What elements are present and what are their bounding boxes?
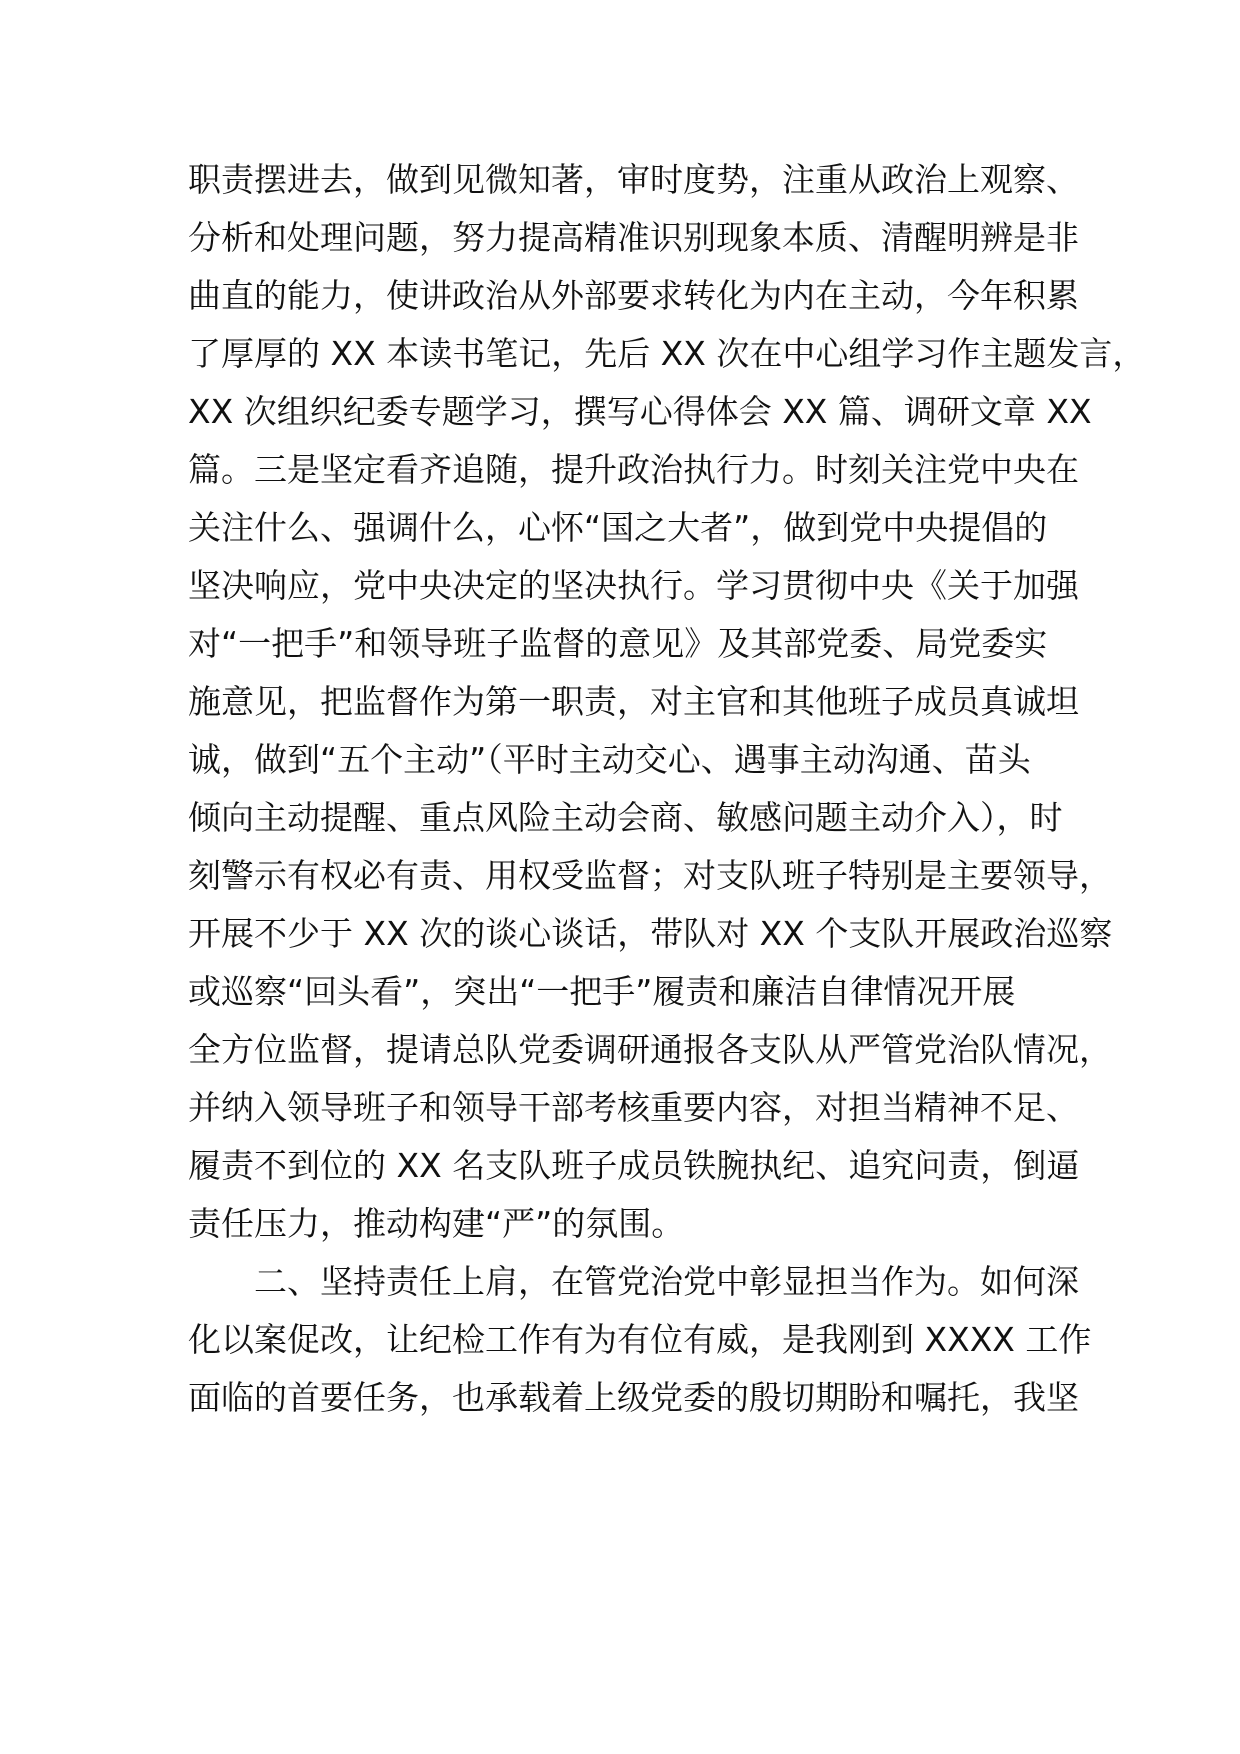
text-line: XX 次组织纪委专题学习，撰写心得体会 XX 篇、调研文章 XX [188,392,1092,431]
text-line: 全方位监督，提请总队党委调研通报各支队从严管党治队情况， [188,1030,1112,1069]
text-line: 对“一把手”和领导班子监督的意见》及其部党委、局党委实 [188,624,1048,663]
text-line: 倾向主动提醒、重点风险主动会商、敏感问题主动介入），时 [188,798,1063,837]
text-line: 职责摆进去，做到见微知著，审时度势，注重从政治上观察、 [188,160,1079,199]
text-line: 面临的首要任务，也承载着上级党委的殷切期盼和嘱托，我坚 [188,1378,1079,1417]
text-line: 关注什么、强调什么，心怀“国之大者”，做到党中央提倡的 [188,508,1048,547]
text-line: 或巡察“回头看”，突出“一把手”履责和廉洁自律情况开展 [188,972,1016,1011]
text-line: 篇。三是坚定看齐追随，提升政治执行力。时刻关注党中央在 [188,450,1079,489]
text-line: 诚，做到“五个主动”（平时主动交心、遇事主动沟通、苗头 [188,740,1031,779]
text-line: 履责不到位的 XX 名支队班子成员铁腕执纪、追究问责，倒逼 [188,1146,1080,1185]
text-line: 施意见，把监督作为第一职责，对主官和其他班子成员真诚坦 [188,682,1079,721]
text-line: 分析和处理问题，努力提高精准识别现象本质、清醒明辨是非 [188,218,1079,257]
text-line: 责任压力，推动构建“严”的氛围。 [188,1204,685,1243]
text-line: 曲直的能力，使讲政治从外部要求转化为内在主动，今年积累 [188,276,1079,315]
text-line: 并纳入领导班子和领导干部考核重要内容，对担当精神不足、 [188,1088,1079,1127]
text-line: 化以案促改，让纪检工作有为有位有威，是我刚到 XXXX 工作 [188,1320,1092,1359]
text-line: 了厚厚的 XX 本读书笔记，先后 XX 次在中心组学习作主题发言， [188,334,1146,373]
section-heading-line: 二、坚持责任上肩，在管党治党中彰显担当作为。如何深 [254,1262,1079,1301]
text-line: 开展不少于 XX 次的谈心谈话，带队对 XX 个支队开展政治巡察 [188,914,1113,953]
text-line: 刻警示有权必有责、用权受监督；对支队班子特别是主要领导， [188,856,1112,895]
text-line: 坚决响应，党中央决定的坚决执行。学习贯彻中央《关于加强 [188,566,1079,605]
